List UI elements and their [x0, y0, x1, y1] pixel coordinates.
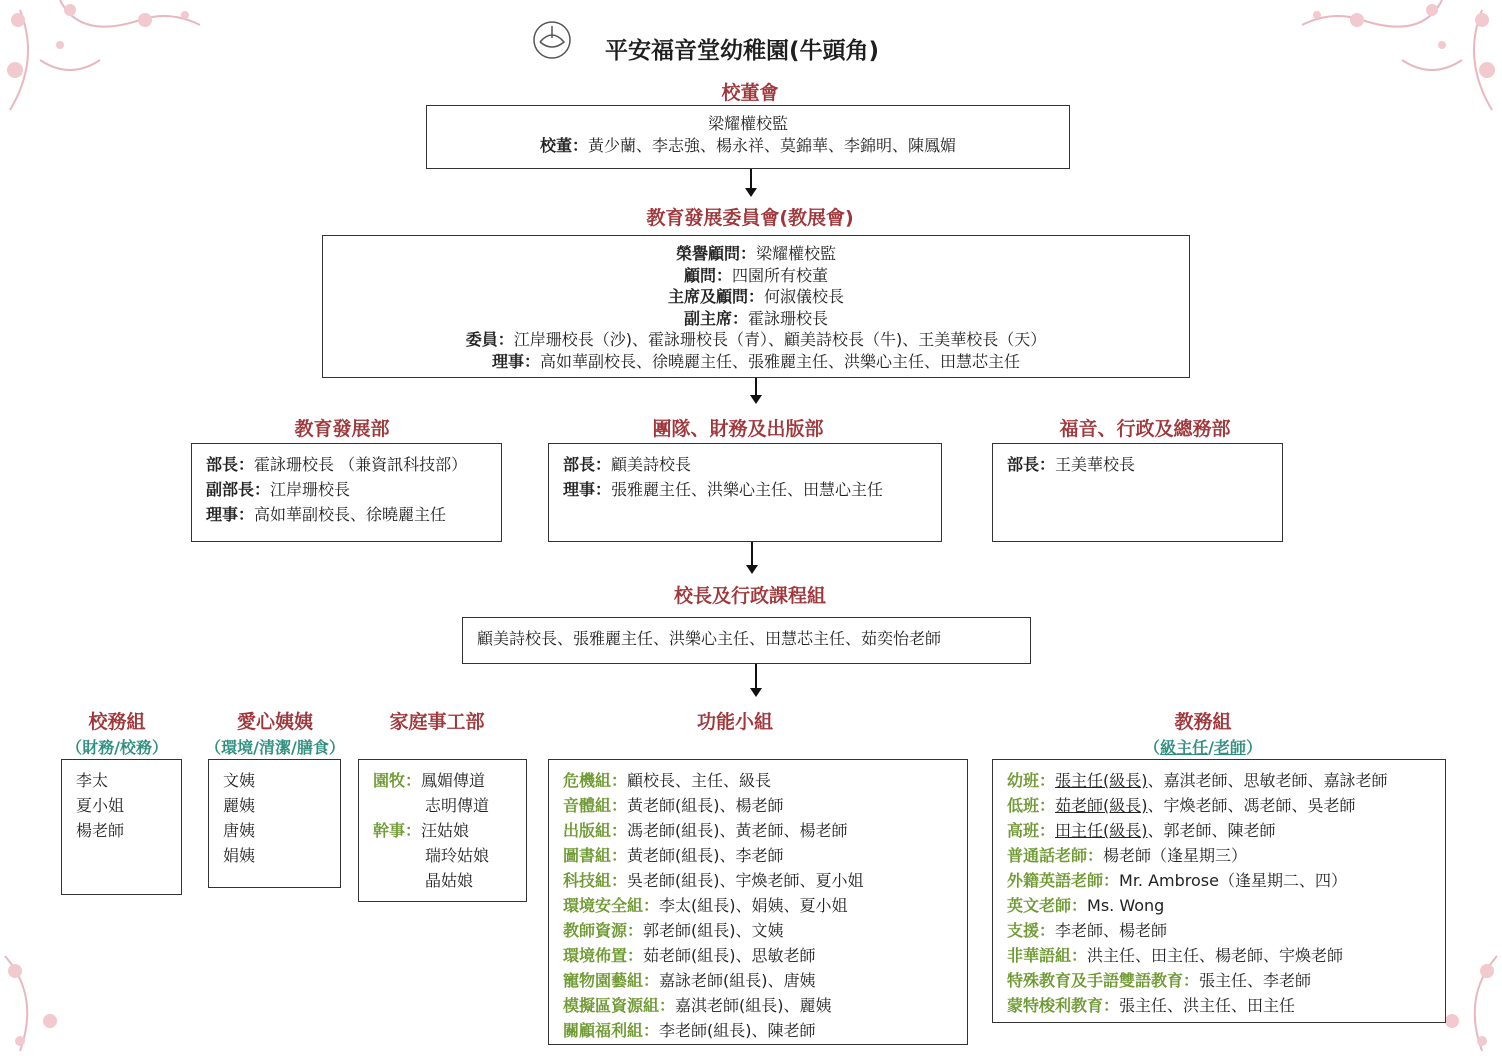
school-affairs-sub: （財務/校務）: [66, 738, 168, 757]
dept-team-box: [548, 443, 942, 542]
board-directors-label: 校董：: [539, 135, 588, 155]
functional-box: [548, 759, 968, 1045]
list-item: 文姨: [223, 771, 256, 790]
academic-row: 支援：李老師、楊老師: [1007, 921, 1168, 940]
family-row: 幹事：汪姑娘: [373, 821, 470, 840]
committee-row: 主席及顧問：何淑儀校長: [667, 287, 845, 306]
dept-edu-heading: 教育發展部: [294, 418, 390, 440]
academic-row: 外籍英語老師：Mr. Ambrose（逢星期二、四）: [1007, 871, 1347, 890]
functional-row: 圖書組：黃老師(組長)、李老師: [563, 846, 784, 865]
academic-heading: 教務組: [1174, 711, 1232, 733]
page-title: 平安福音堂幼稚園(牛頭角): [605, 38, 880, 64]
committee-row: 理事：高如華副校長、徐曉麗主任、張雅麗主任、洪樂心主任、田慧芯主任: [491, 351, 1021, 371]
caretakers-heading: 愛心姨姨: [236, 711, 313, 733]
family-heading: 家庭事工部: [389, 711, 485, 733]
academic-row: 低班：茹老師(級長)、宇煥老師、馮老師、吳老師: [1007, 796, 1356, 815]
board-supervisor: 梁耀權校監: [707, 114, 788, 133]
list-item: 楊老師: [76, 821, 125, 840]
functional-row: 寵物園藝組：嘉詠老師(組長)、唐姨: [563, 971, 816, 990]
academic-sub: （級主任/老師）: [1144, 738, 1262, 757]
board-box: [426, 105, 1070, 169]
family-row: 晶姑娘: [425, 871, 474, 890]
board-heading: 校董會: [721, 82, 779, 104]
arrow-departments-principal: [751, 542, 753, 566]
caretakers-sub: （環境/清潔/膳食）: [205, 738, 345, 757]
committee-box: [322, 235, 1190, 378]
functional-row: 教師資源：郭老師(組長)、文姨: [563, 921, 784, 940]
dept-edu-row: 理事：高如華副校長、徐曉麗主任: [206, 505, 447, 524]
committee-row: 委員：江岸珊校長（沙)、霍詠珊校長（青）、顧美詩校長（牛)、王美華校長（天）: [465, 330, 1047, 349]
list-item: 麗姨: [223, 796, 256, 815]
board-directors: 校董：黃少蘭、李志強、楊永祥、莫錦華、李錦明、陳鳳媚: [539, 135, 957, 155]
arrow-principal-groups: [755, 664, 757, 689]
academic-row: 特殊教育及手語雙語教育：張主任、李老師: [1007, 971, 1312, 990]
dept-edu-box: [191, 443, 502, 542]
family-row: 志明傳道: [425, 796, 490, 815]
functional-heading: 功能小組: [696, 711, 773, 733]
principal-heading: 校長及行政課程組: [673, 585, 826, 607]
flower-corner-bottom-left: [0, 946, 80, 1056]
academic-row: 非華語組：洪主任、田主任、楊老師、宇煥老師: [1007, 946, 1344, 965]
dept-team-row: 理事：張雅麗主任、洪樂心主任、田慧心主任: [563, 480, 884, 499]
academic-row: 英文老師：Ms. Wong: [1007, 896, 1165, 915]
list-item: 李太: [76, 771, 109, 790]
school-affairs-heading: 校務組: [88, 711, 146, 733]
academic-row: 蒙特梭利教育：張主任、洪主任、田主任: [1007, 996, 1296, 1015]
principal-members: 顧美詩校長、張雅麗主任、洪樂心主任、田慧芯主任、茹奕怡老師: [477, 629, 942, 648]
flower-corner-top-left: [0, 0, 220, 130]
academic-row: 幼班：張主任(級長)、嘉淇老師、思敏老師、嘉詠老師: [1007, 771, 1388, 790]
committee-row: 顧問：四園所有校董: [683, 265, 829, 285]
academic-row: 普通話老師：楊老師（逢星期三）: [1007, 846, 1248, 865]
caretakers-box: [208, 759, 341, 888]
functional-row: 關顧福利組：李老師(組長)、陳老師: [563, 1021, 816, 1040]
functional-row: 出版組：馮老師(組長)、黃老師、楊老師: [563, 821, 848, 840]
family-row: 瑞玲姑娘: [425, 846, 490, 865]
flower-corner-top-right: [1282, 0, 1502, 130]
committee-row: 榮譽顧問：梁耀權校監: [675, 244, 837, 263]
academic-row: 高班：田主任(級長)、郭老師、陳老師: [1007, 821, 1276, 840]
dept-gospel-heading: 福音、行政及總務部: [1059, 418, 1231, 440]
family-row: 園牧：鳳媚傳道: [373, 771, 486, 790]
functional-row: 環境佈置：茹老師(組長)、思敏老師: [563, 946, 816, 965]
school-affairs-box: [61, 759, 182, 895]
principal-box: [462, 617, 1031, 664]
dept-edu-row: 部長：霍詠珊校長 （兼資訊科技部）: [206, 455, 468, 474]
dept-team-row: 部長：顧美詩校長: [563, 455, 692, 474]
dept-gospel-row: 部長：王美華校長: [1007, 455, 1136, 474]
committee-row: 副主席：霍詠珊校長: [683, 308, 829, 328]
dept-gospel-box: [992, 443, 1283, 542]
family-box: [358, 759, 527, 902]
arrow-committee-departments: [755, 378, 757, 396]
list-item: 唐姨: [223, 821, 256, 840]
academic-box: [992, 759, 1446, 1023]
arrow-board-committee: [750, 169, 752, 189]
committee-heading: 教育發展委員會(教展會): [646, 207, 854, 229]
functional-row: 科技組：吳老師(組長)、宇煥老師、夏小姐: [563, 871, 864, 890]
functional-row: 模擬區資源組：嘉淇老師(組長)、麗姨: [563, 996, 832, 1015]
logo-icon: [530, 18, 574, 62]
functional-row: 環境安全組：李太(組長)、娟姨、夏小姐: [563, 896, 848, 915]
list-item: 夏小姐: [76, 796, 125, 815]
functional-row: 危機組：顧校長、主任、級長: [563, 771, 772, 790]
dept-team-heading: 團隊、財務及出版部: [652, 418, 824, 440]
functional-row: 音體組：黃老師(組長)、楊老師: [563, 796, 784, 815]
list-item: 娟姨: [223, 846, 256, 865]
dept-edu-row: 副部長：江岸珊校長: [206, 480, 351, 499]
